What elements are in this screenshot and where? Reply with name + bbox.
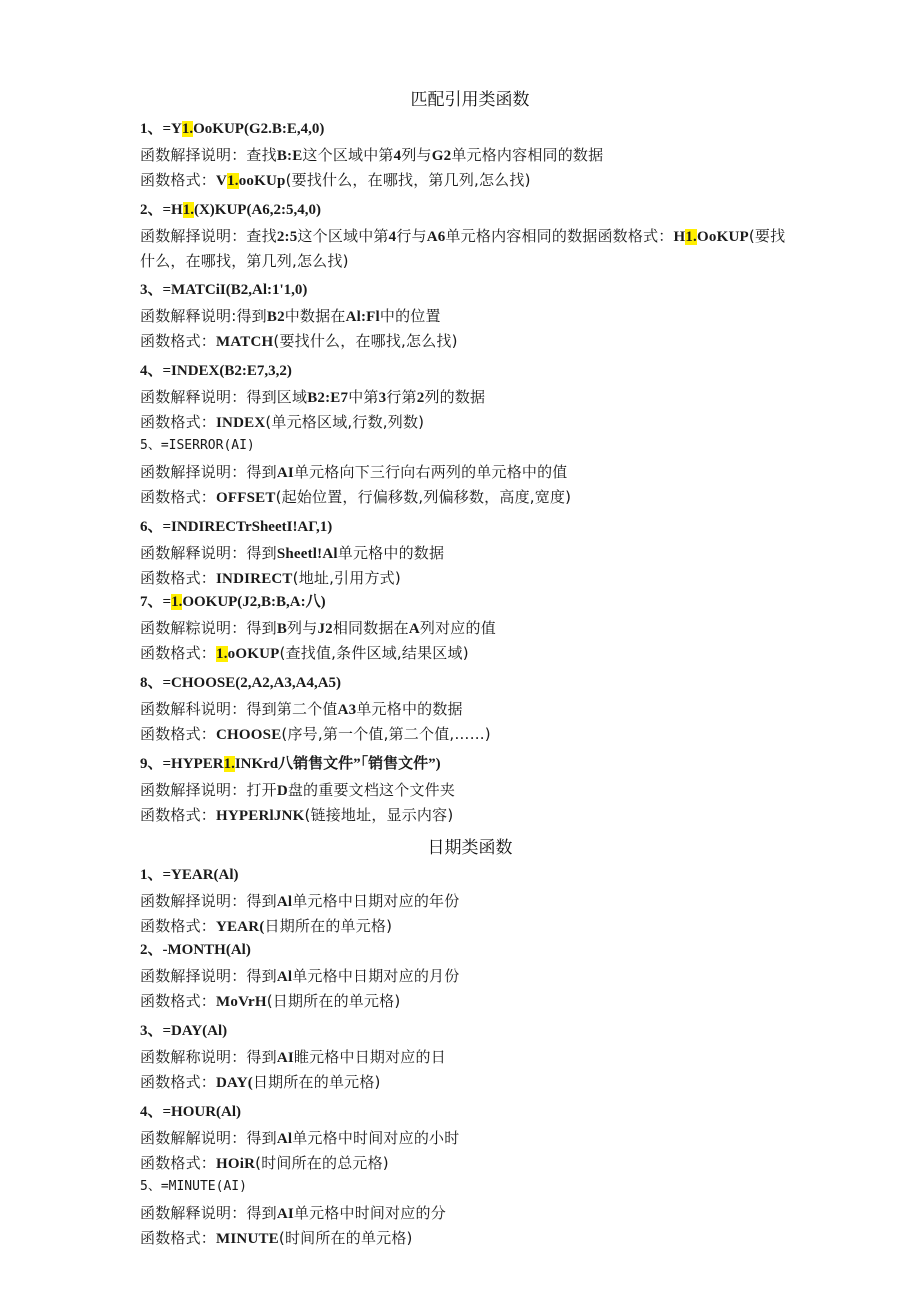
text-run: 这个区域中第 [302, 146, 394, 164]
explanation-line [140, 224, 800, 273]
bold-text: H [673, 229, 686, 245]
function-entry [140, 279, 800, 360]
format-line [140, 329, 800, 354]
explanation-line [140, 1045, 800, 1070]
text-run: 1、=Y [140, 121, 182, 137]
text-run: 函数解择说明：打开 [140, 781, 277, 799]
text-run: 这个区域中第 [297, 227, 389, 245]
bold-text: B2 [266, 309, 285, 325]
bold-text: Al [276, 969, 293, 985]
formula-line [140, 1176, 800, 1198]
text-run: 函数格式： [140, 1229, 217, 1247]
format-line [140, 914, 800, 939]
format-line [140, 1226, 800, 1251]
bold-text: MoVrH [216, 994, 267, 1010]
text-run: 日期所在的单元格) [264, 917, 393, 935]
bold-text: CHOOSE [216, 727, 282, 743]
highlighted-text: 1. [182, 202, 194, 218]
format-line [140, 803, 800, 828]
text-run: 函数解择说明：得到 [140, 892, 277, 910]
text-run: 单元格向下三行向右两列的单元格中的值 [293, 463, 568, 481]
text-run: 中的位置 [379, 307, 441, 325]
highlighted-text: 1. [181, 121, 194, 137]
bold-text: INDIRECT [216, 571, 293, 587]
highlighted-text: 1. [685, 229, 698, 245]
text-run: INKrd八销售文件”「销售文件”) [234, 756, 441, 772]
text-run: 函数格式： [140, 992, 217, 1010]
text-run: OOKUP(J2,B:B,A:八) [182, 594, 326, 610]
text-run: 中数据在 [284, 307, 346, 325]
function-entry [140, 753, 800, 834]
text-run: 列与 [401, 146, 432, 164]
bold-text: Al [276, 894, 293, 910]
text-run: 函数解释说明：得到区域 [140, 388, 308, 406]
format-line [140, 1151, 800, 1176]
bold-text: 2:5 [276, 229, 298, 245]
bold-text: B:E [276, 148, 303, 164]
function-entry [140, 672, 800, 753]
bold-text: Sheetl!Al [276, 546, 338, 562]
text-run: 相同数据在 [332, 619, 409, 637]
text-run: 函数格式： [140, 569, 217, 587]
text-run: 7、= [140, 594, 172, 610]
bold-text: 2 [416, 390, 425, 406]
text-run: 函数格式： [140, 171, 217, 189]
bold-text: D [276, 783, 288, 799]
text-run: 函数格式： [140, 488, 217, 506]
bold-text: DAY( [216, 1075, 253, 1091]
spacer [140, 1251, 800, 1257]
text-run: 单元格中的数据 [356, 700, 463, 718]
explanation-line [140, 143, 800, 168]
format-line [140, 410, 800, 435]
section-title: 匹配引用类函数 [410, 90, 530, 110]
function-entry [140, 1176, 800, 1257]
bold-text: YEAR( [216, 919, 265, 935]
bold-text: A3 [337, 702, 357, 718]
highlighted-text: 1. [223, 756, 235, 772]
text-run: (单元格区域,行数,列数) [265, 413, 425, 431]
explanation-line [140, 385, 800, 410]
text-run: 函数解择说明：查找 [140, 146, 277, 164]
bold-text: J2 [317, 621, 333, 637]
text-run: 8、=CHOOSE(2,A2,A3,A4,A5) [140, 675, 342, 691]
text-run: (X)KUP(A6,2:5,4,0) [193, 202, 322, 218]
format-line [140, 485, 800, 510]
text-run: 2、=H [140, 202, 183, 218]
function-entry [140, 1020, 800, 1101]
text-run: 函数格式： [140, 806, 217, 824]
highlighted-text: 1. [171, 594, 183, 610]
explanation-line [140, 541, 800, 566]
text-run: (起始位置，行偏移数,列偏移数，高度,宽度) [275, 488, 572, 506]
bold-text: oOKUP [227, 646, 280, 662]
function-entry [140, 1101, 800, 1176]
formula-line [140, 199, 800, 221]
format-line [140, 168, 800, 193]
bold-text: V [216, 173, 228, 189]
text-run: 函数格式： [140, 332, 217, 350]
text-run: 5、=ISERROR(AI) [140, 438, 255, 453]
text-run: 中第 [348, 388, 379, 406]
bold-text: HYPERlJNK [216, 808, 305, 824]
text-run: (链接地址，显示内容) [304, 806, 454, 824]
bold-text: MATCH [216, 334, 274, 350]
highlighted-text: 1. [227, 173, 239, 189]
text-run: 单元格中日期对应的月份 [292, 967, 460, 985]
text-run: 函数格式： [140, 1154, 217, 1172]
text-run: 5、=MINUTE(AI) [140, 1179, 247, 1194]
explanation-line [140, 1201, 800, 1226]
formula-line [140, 864, 800, 886]
formula-line [140, 939, 800, 961]
text-run: 3、=DAY(Al) [140, 1023, 228, 1039]
formula-line [140, 1020, 800, 1042]
explanation-line [140, 460, 800, 485]
bold-text: AI [276, 1050, 294, 1066]
text-run: 函数格式： [140, 1073, 217, 1091]
function-entry [140, 360, 800, 435]
explanation-line [140, 889, 800, 914]
text-run: 函数解解说明：得到 [140, 1129, 277, 1147]
format-line [140, 641, 800, 666]
bold-text: 4 [393, 148, 402, 164]
formula-line [140, 435, 800, 457]
formula-line [140, 672, 800, 694]
formula-line [140, 360, 800, 382]
text-run: 6、=INDIRECTrSheetI!AΓ,1) [140, 519, 333, 535]
text-run: 行与 [396, 227, 427, 245]
text-run: (查找值,条件区域,结果区域) [279, 644, 469, 662]
bold-text: OFFSET [216, 490, 276, 506]
text-run: 列与 [287, 619, 318, 637]
spacer [140, 828, 800, 834]
text-run: 3、=MATCiI(B2,Al:1'1,0) [140, 282, 308, 298]
function-entry [140, 118, 800, 199]
explanation-line [140, 304, 800, 329]
text-run: (时间所在的总元格) [255, 1154, 389, 1172]
bold-text: A6 [426, 229, 446, 245]
formula-line [140, 279, 800, 301]
bold-text: OoKUP [697, 229, 749, 245]
text-run: 单元格内容相同的数据函数格式： [445, 227, 674, 245]
text-run: 睢元格中日期对应的日 [293, 1048, 446, 1066]
formula-line [140, 591, 800, 613]
bold-text: MINUTE [216, 1231, 279, 1247]
formula-line [140, 753, 800, 775]
function-entry [140, 939, 800, 1020]
text-run: 函数解释说明：得到 [140, 1204, 277, 1222]
bold-text: HOiR [216, 1156, 256, 1172]
text-run: 函数解称说明：得到 [140, 1048, 277, 1066]
text-run: 列对应的值 [419, 619, 496, 637]
text-run: 函数解释说明：得到 [140, 544, 277, 562]
text-run: 9、=HYPER [140, 756, 224, 772]
text-run: 单元格中时间对应的分 [293, 1204, 446, 1222]
text-run: 函数格式： [140, 644, 217, 662]
bold-text: 4 [388, 229, 397, 245]
text-run: (地址,引用方式) [292, 569, 401, 587]
text-run: (序号,第一个值,第二个值,……) [281, 725, 491, 743]
bold-text: AI [276, 465, 294, 481]
text-run: (日期所在的单元格) [266, 992, 401, 1010]
text-run: (要找什么，在哪找，第几列,怎么找) [140, 227, 786, 270]
text-run: (要找什么，在哪找，第几列,怎么找) [285, 171, 531, 189]
text-run: 函数解择说明：查找 [140, 227, 277, 245]
text-run: 单元格内容相同的数据 [451, 146, 604, 164]
formula-line [140, 1101, 800, 1123]
format-line [140, 1070, 800, 1095]
format-line [140, 722, 800, 747]
explanation-line [140, 1126, 800, 1151]
bold-text: G2 [431, 148, 452, 164]
format-line [140, 566, 800, 591]
function-entry [140, 591, 800, 672]
bold-text: Al:Fl [345, 309, 380, 325]
text-run: 单元格中日期对应的年份 [292, 892, 460, 910]
text-run: 函数解择说明：得到 [140, 463, 277, 481]
section-title: 日期类函数 [427, 838, 513, 858]
bold-text: B [276, 621, 288, 637]
text-run: 行第 [386, 388, 417, 406]
explanation-line [140, 778, 800, 803]
explanation-line [140, 964, 800, 989]
bold-text: INDEX [216, 415, 266, 431]
text-run: 函数格式： [140, 413, 217, 431]
function-entry [140, 864, 800, 939]
text-run: 函数格式： [140, 725, 217, 743]
function-entry [140, 199, 800, 279]
text-run: 4、=HOUR(Al) [140, 1104, 242, 1120]
function-entry [140, 516, 800, 591]
text-run: 2、-MONTH(Al) [140, 942, 251, 958]
text-run: OoKUP(G2.B:E,4,0) [193, 121, 325, 137]
text-run: (要找什么，在哪找,怎么找) [273, 332, 458, 350]
bold-text: ooKUp [238, 173, 286, 189]
bold-text: A [408, 621, 420, 637]
bold-text: 3 [378, 390, 387, 406]
text-run: (时间所在的单元格) [278, 1229, 413, 1247]
bold-text: Al [276, 1131, 293, 1147]
text-run: 函数解释说明:得到 [140, 307, 267, 325]
text-run: 函数解择说明：得到 [140, 967, 277, 985]
text-run: 盘的重要文档这个文件夹 [287, 781, 456, 799]
explanation-line [140, 616, 800, 641]
document-page [140, 88, 800, 1257]
text-run: 单元格中的数据 [337, 544, 445, 562]
format-line [140, 989, 800, 1014]
bold-text: B2:E7 [307, 390, 349, 406]
formula-line [140, 516, 800, 538]
text-run: 4、=INDEX(B2:E7,3,2) [140, 363, 292, 379]
text-run: 函数解粽说明：得到 [140, 619, 277, 637]
text-run: 列的数据 [424, 388, 486, 406]
text-run: 1、=YEAR(Al) [140, 867, 239, 883]
text-run: 函数解科说明：得到第二个值 [140, 700, 338, 718]
bold-text: AI [276, 1206, 294, 1222]
formula-line [140, 118, 800, 140]
text-run: 函数格式： [140, 917, 217, 935]
highlighted-text: 1. [216, 646, 228, 662]
text-run: 日期所在的单元格) [252, 1073, 381, 1091]
explanation-line [140, 697, 800, 722]
function-entry [140, 435, 800, 516]
text-run: 单元格中时间对应的小时 [292, 1129, 460, 1147]
